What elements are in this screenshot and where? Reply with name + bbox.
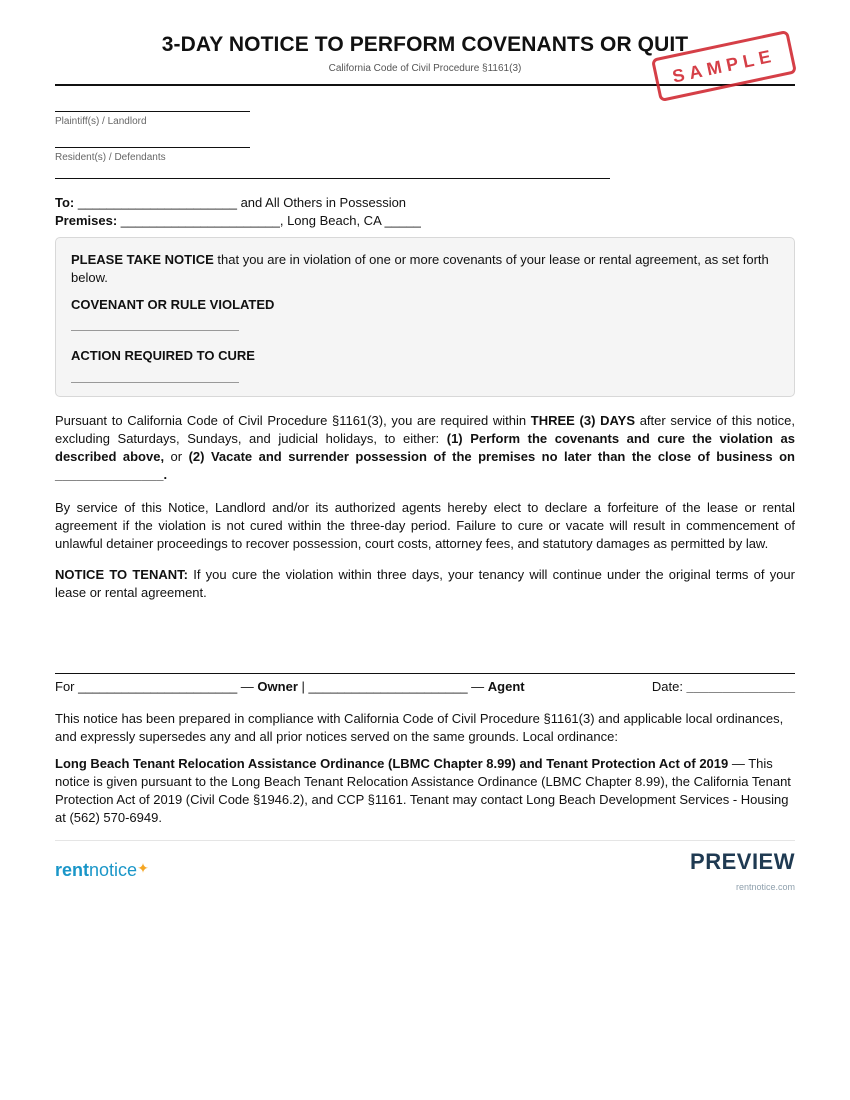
paragraph-tenant-notice [55,566,795,602]
paragraph-forfeiture: By service of this Notice, Landlord and/or its authorized agents hereby elect to declare a forfeiture of the lease or rental agreement if the violation is not cured within the three-day period. Failure to cure or vacate will result in commencement of unlawful detainer proceedings to recover possession, court costs, attorney fees, and statutory damages as permitted by law. [55,500,795,551]
signature-divider [55,673,795,674]
requirement-text-a: Pursuant to California Code of Civil Procedure §1161(3), you are required within [55,413,531,428]
premises-blank: ______________________ [120,213,280,228]
sample-stamp: SAMPLE [651,30,797,102]
paragraph-ordinance [55,755,795,827]
action-blank [71,382,239,383]
date-blank: _______________ [686,679,795,694]
premises-city: , Long Beach, CA [279,213,382,228]
notice-lead-text: that you are in violation of one or more covenants of your lease or rental agreement, as set forth below. [71,252,769,285]
requirement-option-1: (1) Perform the covenants and cure the violation as described above, [55,431,795,464]
tenant-notice-label: NOTICE TO TENANT: [55,567,188,582]
premises-label: Premises: [55,213,118,228]
owner-dash: — [237,679,258,694]
resident-line [55,147,250,148]
plaintiff-line [55,111,250,112]
covenant-blank [71,330,239,331]
preview-label: PREVIEW [690,849,795,874]
notice-box [55,237,795,397]
to-suffix: and All Others in Possession [240,195,407,210]
plaintiff-label: Plaintiff(s) / Landlord [55,116,147,127]
date-field [652,679,795,694]
requirement-or: or [164,449,189,464]
document-subtitle: California Code of Civil Procedure §1161(3) [328,63,522,74]
notice-lead [71,251,783,287]
agent-blank: ______________________ [308,679,468,694]
premises-line [55,213,421,228]
agent-label: Agent [487,679,525,694]
logo-rent: rent [55,860,90,880]
action-heading: ACTION REQUIRED TO CURE [71,348,255,363]
to-line [55,195,406,210]
logo-notice: notice [89,860,138,880]
to-label: To: [55,195,75,210]
requirement-option-2: (2) Vacate and surrender possession of the premises no later than the close of business on _______________. [55,449,795,482]
requirement-days: THREE (3) DAYS [530,413,636,428]
date-label: Date: [651,679,687,694]
owner-label: Owner [257,679,298,694]
sparkle-icon: ✦ [137,860,149,876]
paragraph-compliance: This notice has been prepared in compliance with California Code of Civil Procedure §1161(3) and applicable local ordinances, and expressly supersedes any and all prior notices served on the same grounds. Local ordinance: [55,711,784,744]
owner-blank: ______________________ [78,679,238,694]
covenant-heading: COVENANT OR RULE VIOLATED [71,297,275,312]
agent-dash: — [467,679,488,694]
resident-label: Resident(s) / Defendants [55,152,166,163]
rentnotice-logo [55,860,149,881]
document-title: 3-DAY NOTICE TO PERFORM COVENANTS OR QUIT [161,33,689,56]
to-blank: ______________________ [77,195,237,210]
for-label: For [55,679,75,694]
ordinance-text: — This notice is given pursuant to the Long Beach Tenant Relocation Assistance Ordinance (LBMC Chapter 8.99), the California Tenant Protection Act of 2019 (Civil Code §1946.2), and CCP §1161. Tenant may contact Long Beach Development Services - Housing at (562) 570-6949. [55,756,791,825]
caption-divider [55,178,610,179]
zip-blank: _____ [384,213,421,228]
site-url[interactable]: rentnotice.com [735,882,795,892]
signature-row [55,679,795,697]
signature-separator: | [297,679,309,694]
ordinance-title: Long Beach Tenant Relocation Assistance Ordinance (LBMC Chapter 8.99) and Tenant Protection Act of 2019 [55,756,729,771]
paragraph-requirement [55,412,795,484]
requirement-text-b: after service of this notice, excluding Saturdays, Sundays, and judicial holidays, to either: [55,413,795,446]
notice-lead-bold: PLEASE TAKE NOTICE [71,252,214,267]
footer-divider [55,840,795,841]
tenant-notice-text: If you cure the violation within three days, your tenancy will continue under the original terms of your lease or rental agreement. [55,567,795,600]
